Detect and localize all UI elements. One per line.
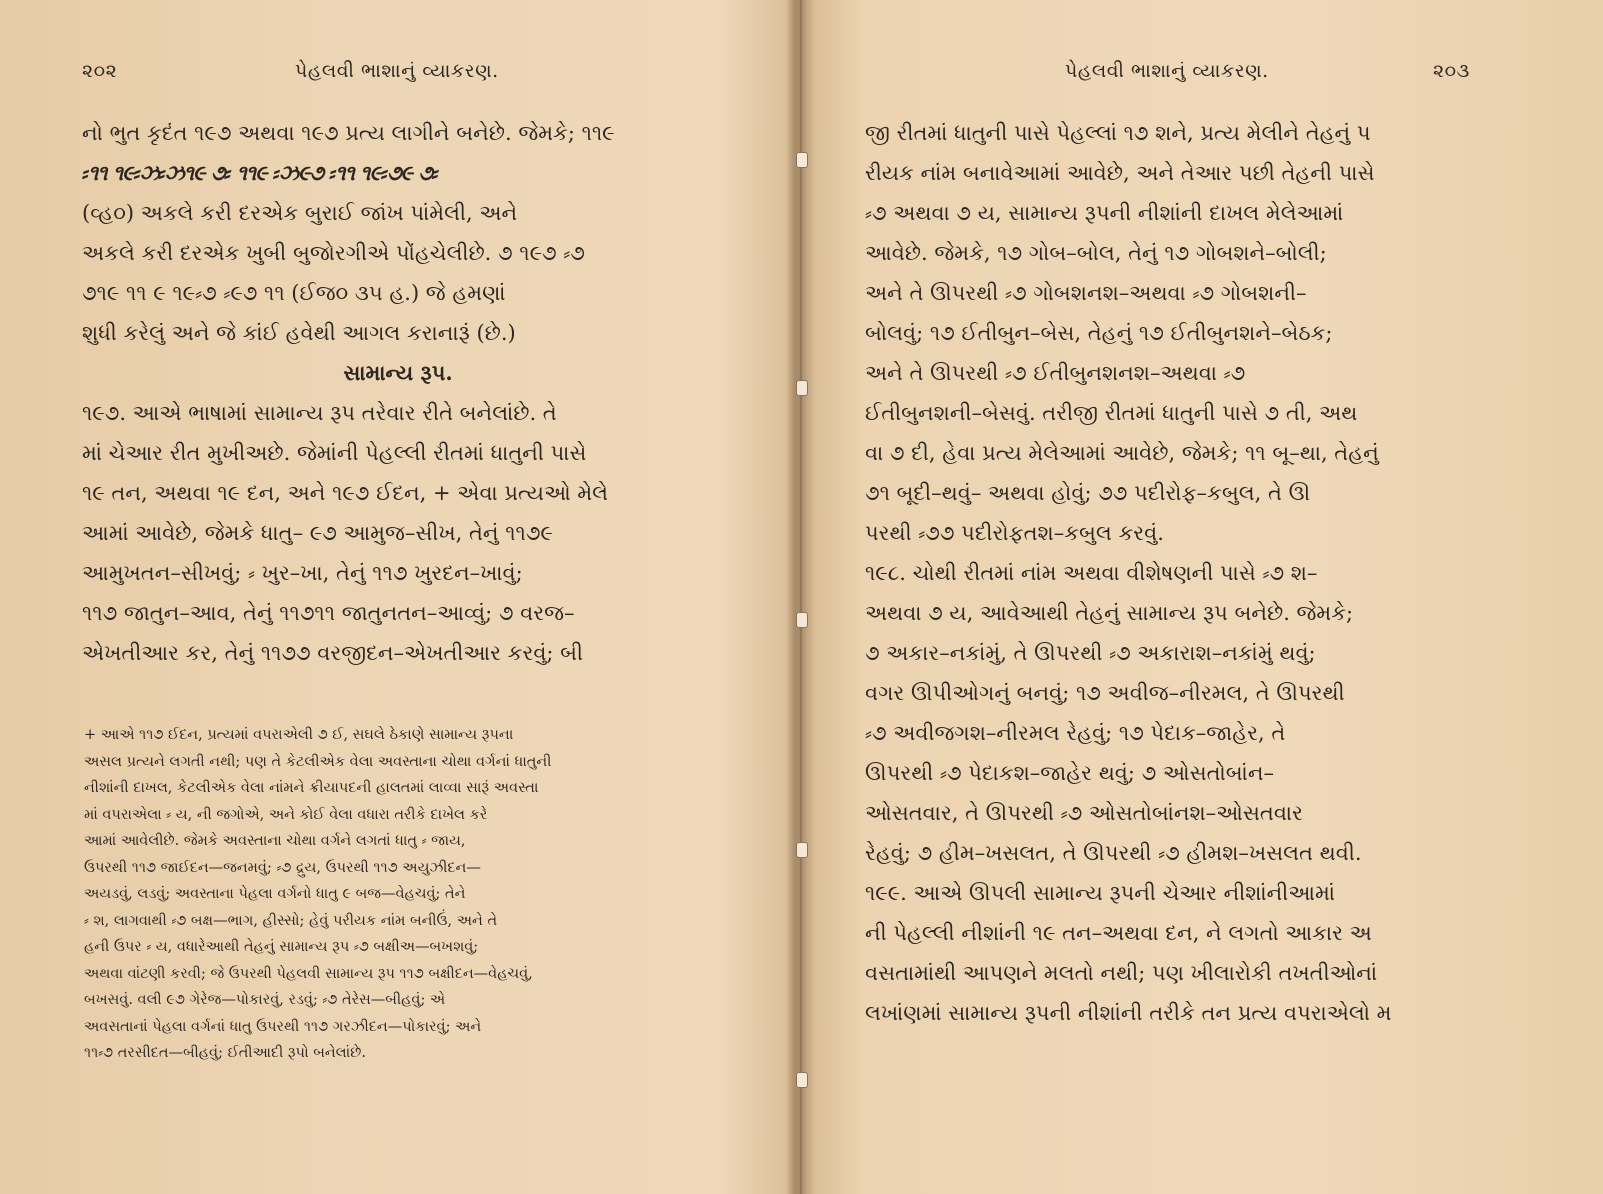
- text-line: ૧૯૮. ચોથી રીતમાં નાંમ અથવા વીશેષણની પાસે ⸗૭ શ–: [865, 561, 1318, 585]
- text-line: ઈતીબુનશની–બેસવું. તરીજી રીતમાં ધાતુની પાસે ૭ તી, અથ: [865, 401, 1358, 425]
- text-line: ⸗૭ અથવા ૭ ય, સામાન્ય રૂપની નીશાંની દાખલ મેલેઆમાં: [865, 201, 1344, 225]
- footnote-line: અસલ પ્રત્યને લગતી નથી; પણ તે કેટલીએક વેલા અવસ્તાના ચોથા વર્ગનાં ધાતુની: [84, 753, 552, 770]
- footnote-line: નીશાંની દાખલ, કેટલીએક વેલા નાંમને ક્રીયાપદની હાલતમાં લાવ્વા સારૂં અવસ્તા: [84, 780, 539, 796]
- text-line: ઓસતવાર, તે ઊપરથી ⸗૭ ઓસતોબાંનશ–ઓસતવાર: [865, 801, 1303, 825]
- text-line: આવેછે. જેમકે, ૧૭ ગોબ–બોલ, તેનું ૧૭ ગોબશને–બોલી;: [865, 241, 1327, 265]
- text-line: ૭૧૯ ૧૧ ૯ ૧૯⸗૭ ⸗૯૭ ૧૧ (ઈજ૦ ૩૫ હ.) જે હમણાં: [82, 281, 506, 305]
- footnote-line: અવસતાનાં પેહલા વર્ગનાં ધાતુ ઉપરથી ૧૧૭ ગરઝીદન—પોકારવું; અને: [84, 1018, 482, 1035]
- text-line: અથવા ૭ ય, આવેઆથી તેહનું સામાન્ય રૂપ બનેછે. જેમકે;: [865, 601, 1354, 625]
- text-line: ની પેહલ્લી નીશાંની ૧૯ તન–અથવા દન, ને લગતો આકાર અ: [865, 921, 1372, 945]
- text-line: ⸗૭ અવીજગશ–નીરમલ રેહવું; ૧૭ પેદાક–જાહેર, તે: [865, 721, 1286, 745]
- text-line: રેહવું; ૭ હીમ–ખસલત, તે ઊપરથી ⸗૭ હીમશ–ખસલત થવી.: [865, 841, 1362, 865]
- footnote-line: માં વપરાએલા ⸗ ય, ની જગોએ, અને કોઈ વેલા વધારા તરીકે દાખેલ કરે: [84, 806, 488, 823]
- text-line: પરથી ⸗૭૭ પદીરોફતશ–કબુલ કરવું.: [865, 521, 1164, 545]
- text-line: અને તે ઊપરથી ⸗૭ ઈતીબુનશનશ–અથવા ⸗૭: [865, 361, 1246, 385]
- text-line: ૭ અકાર–નકાંમું, તે ઊપરથી ⸗૭ અકારાશ–નકાંમું થવું;: [865, 641, 1316, 665]
- right-page: [803, 0, 1603, 1194]
- text-line: ૧૯૯. આએ ઊપલી સામાન્ય રૂપની ચેઆર નીશાંનીઆમાં: [865, 881, 1335, 905]
- text-line: અકલે કરી દરએક ખુબી બુજોરગીએ પોંહચેલીછે. ૭ ૧૯૭ ⸗૭: [82, 241, 585, 265]
- text-line: ૧૧૭ જાતુન–આવ, તેનું ૧૧૭૧૧ જાતુનતન–આવ્વું; ૭ વરજ–: [82, 601, 575, 625]
- text-line: લખાંણમાં સામાન્ય રૂપની નીશાંની તરીકે તન પ્રત્ય વપરાએલો મ: [865, 1001, 1392, 1025]
- text-line: અને તે ઊપરથી ⸗૭ ગોબશનશ–અથવા ⸗૭ ગોબશની–: [865, 281, 1307, 305]
- left-page: [0, 0, 800, 1194]
- right-page-number: ૨૦૩: [1433, 60, 1470, 82]
- footnote-line: ૧૧⸗૭ તરસીદત—બીહવું; ઈતીઆદી રૂપો બનેલાંછે.: [84, 1045, 366, 1061]
- left-running-title: પેહલવી ભાશાનું વ્યાકરણ.: [295, 60, 499, 82]
- footnote: [84, 722, 704, 1067]
- left-page-number: ૨૦૨: [82, 60, 118, 82]
- text-line: ૭૧ બૂદી–થવું– અથવા હોવું; ૭૭ પદીરોફ–કબુલ, તે ઊ: [865, 481, 1311, 505]
- right-body-text: [865, 113, 1490, 1033]
- left-body-text: [82, 113, 704, 673]
- text-line: બોલવું; ૧૭ ઈતીબુન–બેસ, તેહનું ૧૭ ઈતીબુનશને–બેઠક;: [865, 321, 1333, 345]
- footnote-line: + આએ ૧૧૭ ઈદન, પ્રત્યમાં વપરાએલી ૭ ઈ, સઘલે ઠેકાણે સામાન્ય રૂપના: [84, 727, 514, 743]
- footnote-line: આમાં આવેલીછે. જેમકે અવસ્તાના ચોથા વર્ગને લગતાં ધાતુ ⸗ જાય,: [84, 833, 466, 849]
- text-line: ૧૯૭. આએ ભાષામાં સામાન્ય રૂપ તરેવાર રીતે બનેલાંછે. તે: [82, 401, 557, 425]
- text-line: જી રીતમાં ધાતુની પાસે પેહલ્લાં ૧૭ શને, પ્રત્ય મેલીને તેહનું પ: [865, 121, 1371, 145]
- footnote-line: ઉપરથી ૧૧૭ જાઈદન—જનમવું; ⸗૭ દ્રુય, ઉપરથી ૧૧૭ અયુઝીદન—: [84, 859, 481, 876]
- footnote-line: બખસવું. વલી ૯૭ ગેરેજ—પોકારવું, રડવું; ⸗૭ તેરેસ—બીહવું; એ: [84, 992, 446, 1008]
- footnote-line: અથવા વાંટણી કરવી; જે ઉપરથી પેહલવી સામાન્ય રૂપ ૧૧૭ બક્ષીદન—વેહચવું,: [84, 965, 533, 982]
- text-line: (વ્હ૦) અકલે કરી દરએક બુરાઈ જાંખ પાંમેલી, અને: [82, 201, 518, 225]
- right-running-title: પેહલવી ભાશાનું વ્યાકરણ.: [1065, 60, 1269, 82]
- text-line: વા ૭ દી, હેવા પ્રત્ય મેલેઆમાં આવેછે, જેમકે; ૧૧ બૂ–થા, તેહનું: [865, 441, 1379, 465]
- text-line: નો ભુત કૃદંત ૧૯૭ અથવા ૧૯૭ પ્રત્ય લાગીને બનેછે. જેમકે; ૧૧૯: [82, 121, 615, 145]
- text-line: ઊપરથી ⸗૭ પેદાકશ–જાહેર થવું; ૭ ઓસતોબાંન–: [865, 761, 1274, 785]
- text-line: ૧૯ તન, અથવા ૧૯ દન, અને ૧૯૭ ઈદન, + એવા પ્રત્યઓ મેલે: [82, 481, 609, 505]
- text-line: શુધી કરેલું અને જે કાંઈ હવેથી આગલ કરાનારૂં (છે.): [82, 321, 516, 345]
- text-line: આમુખતન–સીખવું; ⸗ ખુર–ખા, તેનું ૧૧૭ ખુરદન–ખાવું;: [82, 561, 523, 585]
- footnote-line: ⸗ શ, લાગવાથી ⸗૭ બક્ષ—ભાગ, હીસ્સો; હેવું પરીયક નાંમ બનીઉં, અને તે: [84, 912, 498, 929]
- footnote-line: હની ઉપર ⸗ ય, વધારેઆથી તેહનું સામાન્ય રૂપ ⸗૭ બક્ષીઅ—બખશવું;: [84, 939, 479, 955]
- text-line: વસતામાંથી આપણને મલતો નથી; પણ ખીલારોકી તખતીઓનાં: [865, 961, 1378, 985]
- text-line: માં ચેઆર રીત મુખીઅછે. જેમાંની પેહલ્લી રીતમાં ધાતુની પાસે: [82, 441, 587, 465]
- text-line: રીયક નાંમ બનાવેઆમાં આવેછે, અને તેઆર પછી તેહની પાસે: [865, 161, 1375, 185]
- pahlavi-line: ⸗૧૧ ૧૯⸗ઝ⸗ઝ૧૯ ૭⸗ ૧૧૯ ⸗ઝ૯૭ ⸗૧૧ ૧૯⸗૭૯ ૭⸗: [82, 161, 438, 185]
- text-line: વગર ઊપીઓગનું બનવું; ૧૭ અવીજ–નીરમલ, તે ઊપરથી: [865, 681, 1345, 705]
- section-heading: સામાન્ય રૂપ.: [343, 360, 453, 385]
- footnote-line: અયડવું, લડવું; અવસ્તાના પેહલા વર્ગનો ધાતુ ૯ બજ—વેહચવું; તેને: [84, 886, 466, 902]
- text-line: આમાં આવેછે, જેમકે ધાતુ– ૯૭ આમુજ–સીખ, તેનું ૧૧૭૯: [82, 521, 553, 545]
- text-line: એખતીઆર કર, તેનું ૧૧૭૭ વરજીદન–એખતીઆર કરવું; બી: [82, 641, 584, 665]
